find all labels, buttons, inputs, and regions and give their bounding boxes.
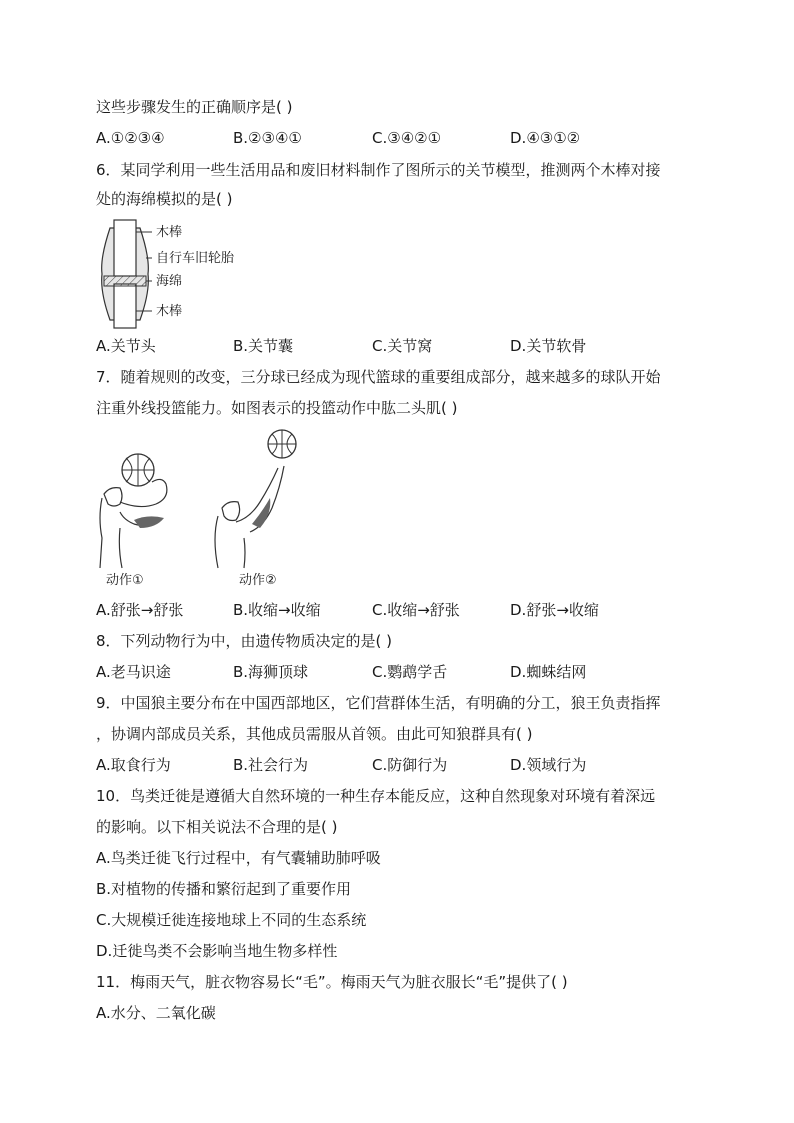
label-action-2: 动作② (239, 573, 277, 588)
q8-option-b: B.海狮顶球 (233, 663, 309, 681)
q11-stem: 11．梅雨天气，脏衣物容易长“毛”。梅雨天气为脏衣服长“毛”提供了( ) (96, 973, 568, 991)
q6-stem-line2: 处的海绵模拟的是( ) (96, 190, 233, 208)
q6-option-c: C.关节窝 (372, 337, 433, 355)
q10-option-d: D.迁徙鸟类不会影响当地生物多样性 (96, 942, 338, 960)
label-action-1: 动作① (106, 573, 144, 588)
biceps-shading-2 (252, 498, 270, 528)
q5-option-c: C.③④②① (372, 129, 442, 147)
label-wood-stick-bottom: 木棒 (156, 304, 183, 319)
q5-option-a: A.①②③④ (96, 129, 165, 147)
q9-option-b: B.社会行为 (233, 756, 309, 774)
q5-stem: 这些步骤发生的正确顺序是( ) (96, 98, 293, 116)
label-old-tyre: 自行车旧轮胎 (156, 251, 235, 266)
q10-stem-line2: 的影响。以下相关说法不合理的是( ) (96, 818, 338, 836)
lower-stick (114, 284, 136, 328)
q6-option-a: A.关节头 (96, 337, 156, 355)
q5-option-d: D.④③①② (510, 129, 581, 147)
q7-option-b: B.收缩→收缩 (233, 601, 321, 619)
q7-option-d: D.舒张→收缩 (510, 601, 599, 619)
q6-option-b: B.关节囊 (233, 337, 294, 355)
upper-stick (114, 220, 136, 276)
q8-option-a: A.老马识途 (96, 663, 171, 681)
q10-option-a: A.鸟类迁徙飞行过程中，有气囊辅助肺呼吸 (96, 849, 381, 867)
q8-stem: 8．下列动物行为中，由遗传物质决定的是( ) (96, 632, 393, 650)
q7-option-c: C.收缩→舒张 (372, 601, 460, 619)
action-1-figure (100, 454, 167, 568)
label-wood-stick-top: 木棒 (156, 225, 183, 240)
q9-option-d: D.领域行为 (510, 756, 587, 774)
q7-option-a: A.舒张→舒张 (96, 601, 184, 619)
q10-option-c: C.大规模迁徙连接地球上不同的生态系统 (96, 911, 367, 929)
action-2-figure (215, 430, 296, 568)
q7-stem-line1: 7．随着规则的改变，三分球已经成为现代篮球的重要组成部分，越来越多的球队开始 (96, 368, 661, 386)
q6-stem-line1: 6．某同学利用一些生活用品和废旧材料制作了图所示的关节模型，推测两个木棒对接 (96, 161, 661, 179)
sponge-shape (104, 276, 146, 286)
q9-option-c: C.防御行为 (372, 756, 448, 774)
q9-option-a: A.取食行为 (96, 756, 171, 774)
q5-option-b: B.②③④① (233, 129, 302, 147)
q10-stem-line1: 10．鸟类迁徙是遵循大自然环境的一种生存本能反应，这种自然现象对环境有着深远 (96, 787, 656, 805)
q8-option-c: C.鹦鹉学舌 (372, 663, 448, 681)
q8-option-d: D.蜘蛛结网 (510, 663, 587, 681)
biceps-shading-1 (134, 516, 164, 528)
q9-stem-line1: 9．中国狼主要分布在中国西部地区，它们营群体生活，有明确的分工，狼王负责指挥 (96, 694, 661, 712)
q10-option-b: B.对植物的传播和繁衍起到了重要作用 (96, 880, 352, 898)
shooting-action-figure (94, 428, 314, 574)
q7-stem-line2: 注重外线投篮能力。如图表示的投篮动作中肱二头肌( ) (96, 399, 458, 417)
q9-stem-line2: ，协调内部成员关系，其他成员需服从首领。由此可知狼群具有( ) (96, 725, 533, 743)
q6-option-d: D.关节软骨 (510, 337, 587, 355)
label-sponge: 海绵 (156, 274, 183, 289)
q11-option-a: A.水分、二氧化碳 (96, 1004, 216, 1022)
